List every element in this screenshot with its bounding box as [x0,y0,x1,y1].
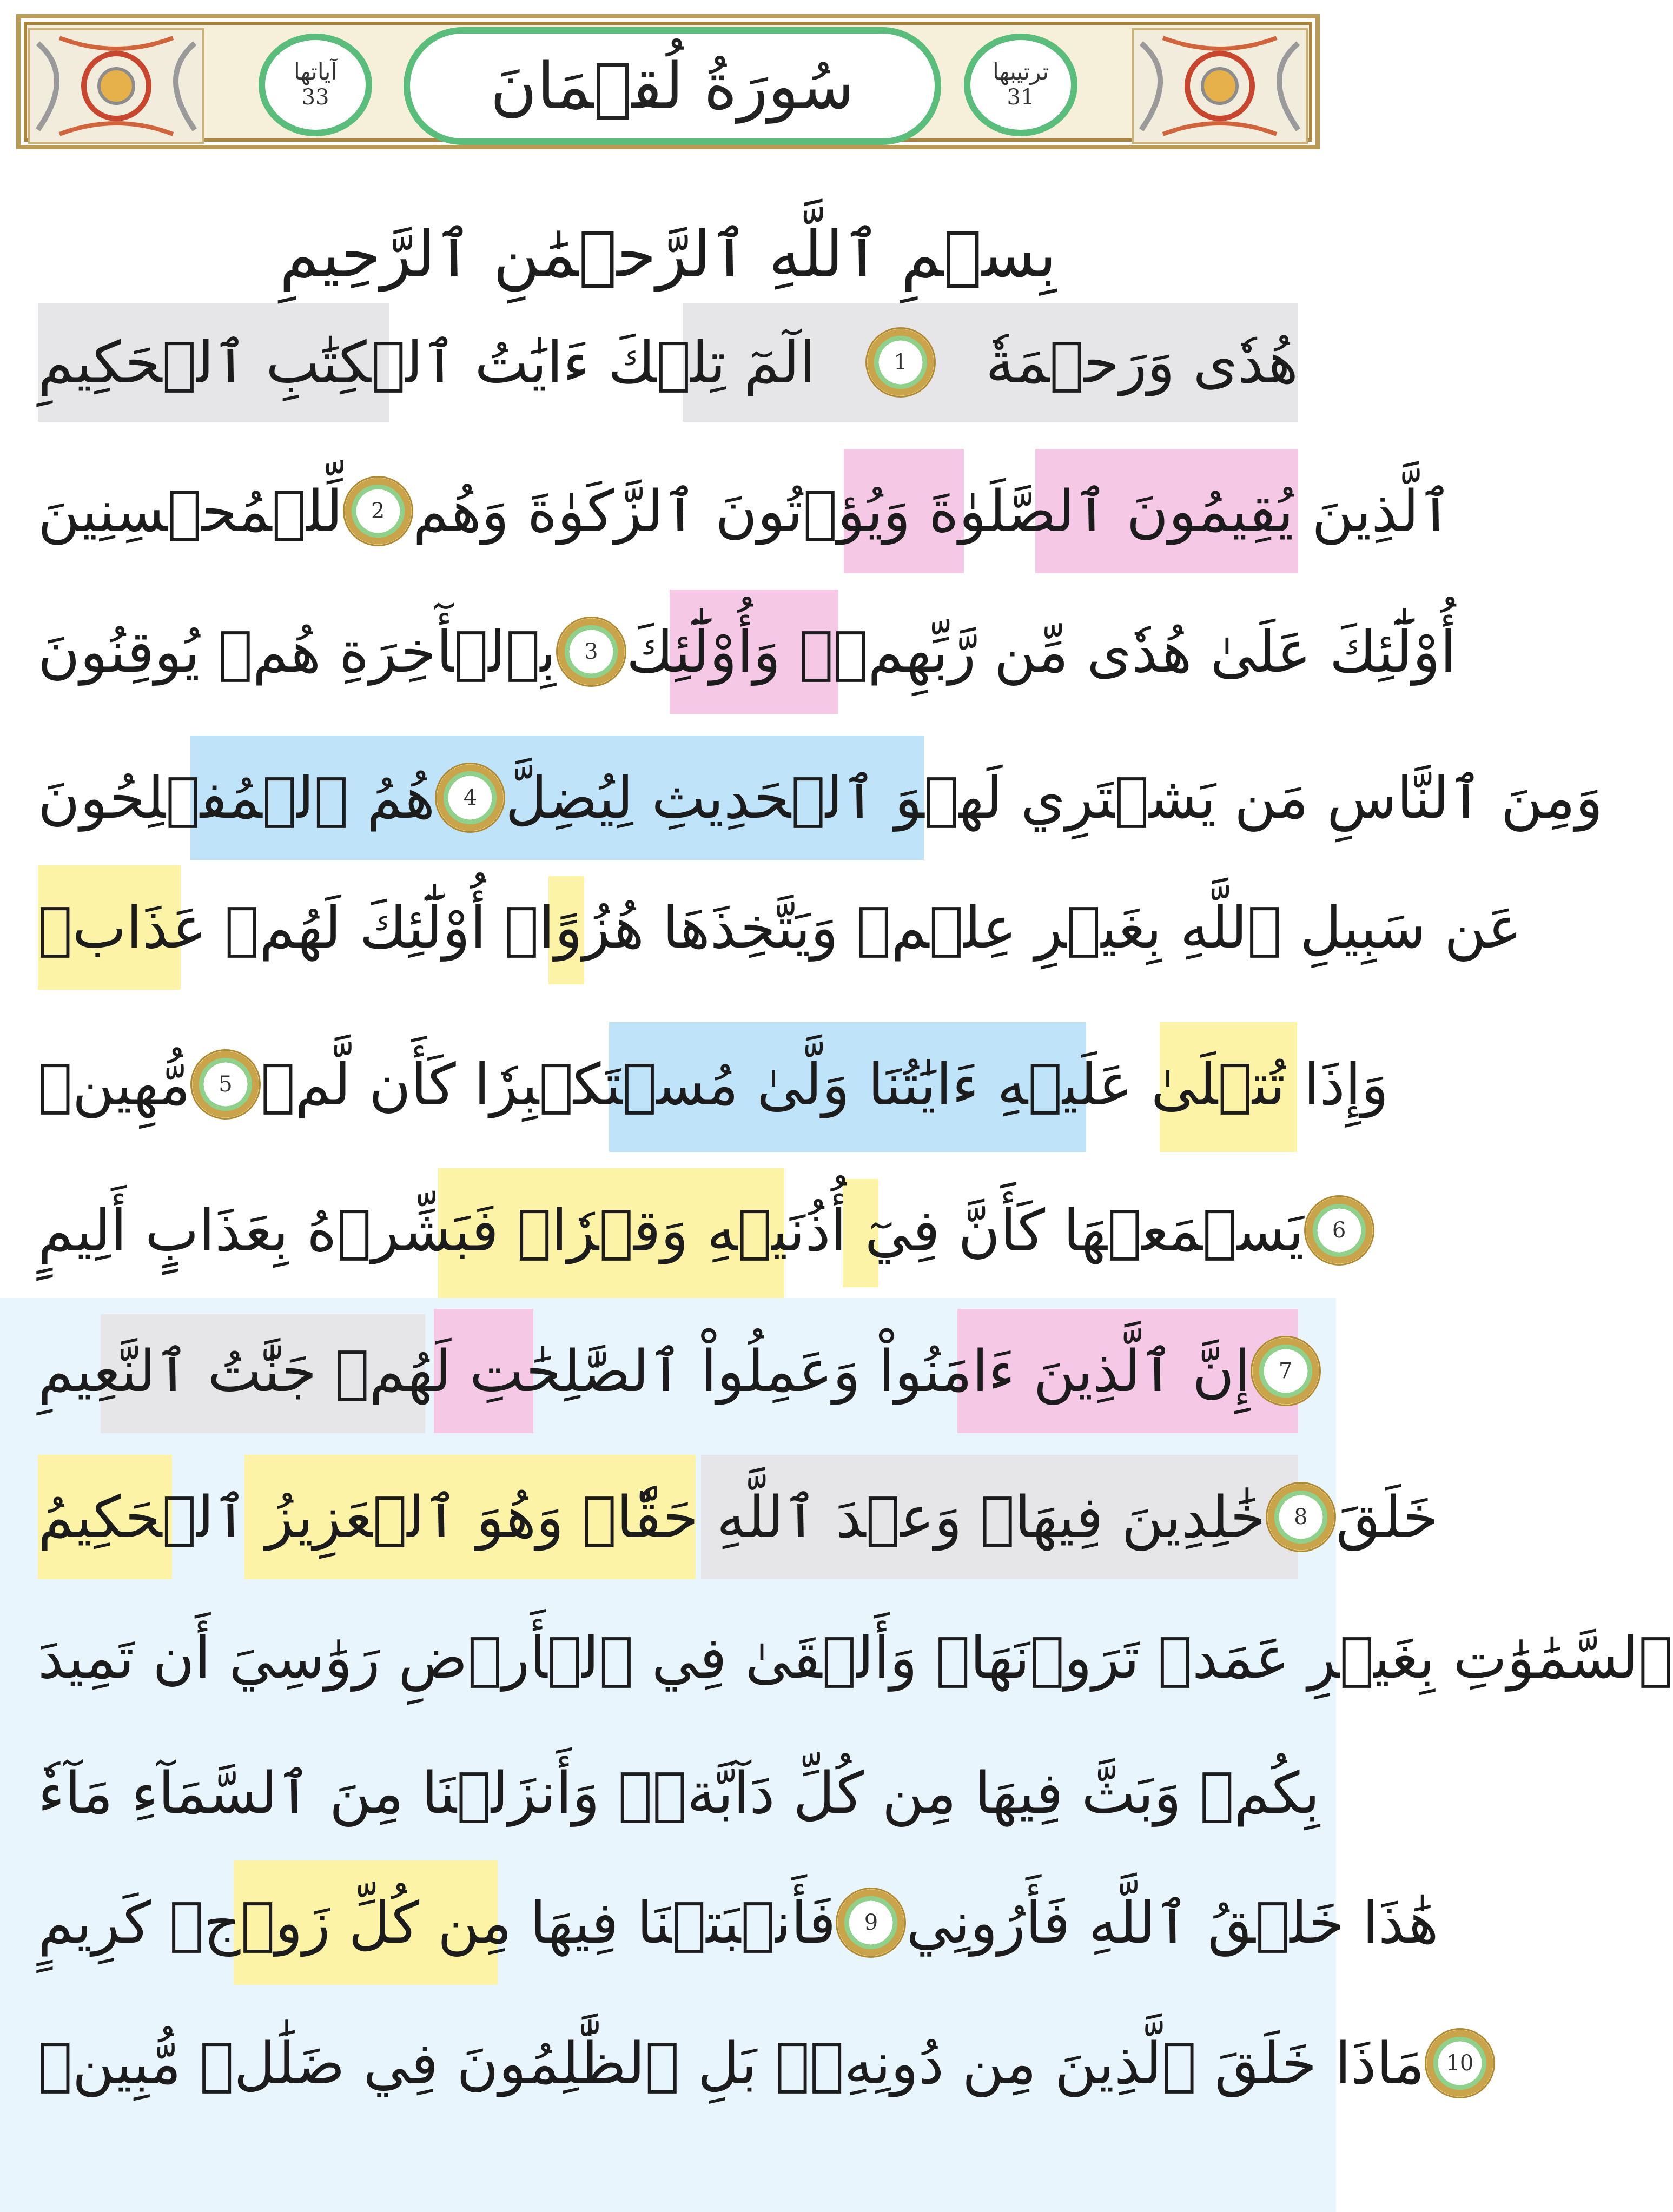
quran-line [38,1455,1438,1579]
ayah-marker: 5 [190,1049,261,1120]
floral-ornament-icon [1130,27,1309,145]
title-cartouche [404,27,941,145]
quran-line [38,1731,1320,1855]
verse-text: إِنَّ ٱلَّذِينَ ءَامَنُواْ وَعَمِلُواْ ٱلصَّٰلِحَٰتِ لَهُمۡ جَنَّٰتُ ٱلنَّعِيمِ [38,1337,1251,1405]
quran-line [38,449,1453,573]
ayah-marker: 3 [556,617,626,687]
verse-text: مُّهِينٞ [38,1051,190,1118]
verse-text: وَإِذَا تُتۡلَىٰ عَلَيۡهِ ءَايَٰتُنَا وَلَّىٰ مُسۡتَكۡبِرٗا كَأَن لَّمۡ [260,1051,1389,1118]
ayah-marker: 1 [865,327,936,398]
quran-line [38,1022,1389,1147]
ayah-marker: 6 [1304,1195,1374,1266]
verse-text: خَلَقَ [1335,1484,1438,1551]
surah-title: سُورَةُ لُقۡمَانَ [490,49,855,123]
verse-text: بِكُمۡ وَبَثَّ فِيهَا مِن كُلِّ دَآبَّةٖۚ وَأَنزَلۡنَا مِنَ ٱلسَّمَآءِ مَآءٗ [38,1759,1320,1826]
quran-line [38,1168,1346,1293]
verse-text: هَٰذَا خَلۡقُ ٱللَّهِ فَأَرُونِي [906,1889,1439,1956]
quran-line [38,865,1522,990]
verse-text: بِٱلۡأٓخِرَةِ هُمۡ يُوقِنُونَ [38,618,556,685]
verse-text: وَمِنَ ٱلنَّاسِ مَن يَشۡتَرِي لَهۡوَ ٱلۡحَدِيثِ لِيُضِلَّ [505,764,1603,831]
quran-line [38,1309,1298,1433]
order-number: 31 [1007,85,1035,110]
verse-text: عَن سَبِيلِ ٱللَّهِ بِغَيۡرِ عِلۡمٖ وَيَتَّخِذَهَا هُزُوًاۚ أُوْلَٰٓئِكَ لَهُمۡ عَذَابٞ [38,894,1522,961]
ayah-marker: 8 [1266,1482,1336,1552]
verse-text: هُمُ ٱلۡمُفۡلِحُونَ [38,764,435,831]
surah-header [16,14,1320,149]
verse-text: مَاذَا خَلَقَ ٱلَّذِينَ مِن دُونِهِۦۚ بَلِ ٱلظَّٰلِمُونَ فِي ضَلَٰلٖ مُّبِينٖ [38,2030,1425,2097]
verse-text: خَٰلِدِينَ فِيهَاۖ وَعۡدَ ٱللَّهِ حَقّٗاۚ وَهُوَ ٱلۡعَزِيزُ ٱلۡحَكِيمُ [38,1484,1266,1551]
quran-line [38,736,1603,860]
ayah-marker: 2 [343,476,413,546]
verse-text: ٱلَّذِينَ يُقِيمُونَ ٱلصَّلَوٰةَ وَيُؤۡتُونَ ٱلزَّكَوٰةَ وَهُم [413,478,1453,545]
verse-count-medallion [259,34,372,136]
basmala: بِسۡمِ ٱللَّهِ ٱلرَّحۡمَٰنِ ٱلرَّحِيمِ [279,217,1057,292]
verse-text: فَأَنۢبَتۡنَا فِيهَا مِن كُلِّ زَوۡجٖ كَرِيمٍ [38,1889,836,1956]
verse-text: ٱلسَّمَٰوَٰتِ بِغَيۡرِ عَمَدٖ تَرَوۡنَهَاۖ وَأَلۡقَىٰ فِي ٱلۡأَرۡضِ رَوَٰسِيَ أَن تَمِيدَ [38,1624,1673,1691]
ayah-marker: 4 [435,763,505,833]
verse-text: أُوْلَٰٓئِكَ عَلَىٰ هُدٗى مِّن رَّبِّهِمۡۖ وَأُوْلَٰٓئِكَ [626,618,1456,685]
verses-count: 33 [301,85,329,110]
quran-line [38,300,1298,425]
floral-ornament-icon [27,27,206,145]
quran-line [38,1595,1673,1720]
ayah-marker: 10 [1425,2028,1495,2098]
quran-line [38,1860,1439,1985]
verse-text: هُدٗى وَرَحۡمَةٗ [986,329,1298,396]
verse-text: يَسۡمَعۡهَا كَأَنَّ فِيٓ أُذُنَيۡهِ وَقۡرٗاۖ فَبَشِّرۡهُ بِعَذَابٍ أَلِيمٍ [38,1197,1304,1264]
verse-text: لِّلۡمُحۡسِنِينَ [38,478,343,545]
order-label: ترتيبها [992,58,1049,85]
verses-label: آياتها [293,58,337,85]
ayah-marker: 9 [836,1888,906,1958]
verse-text: الٓمٓ تِلۡكَ ءَايَٰتُ ٱلۡكِتَٰبِ ٱلۡحَكِيمِ [38,329,816,396]
ayah-marker: 7 [1251,1336,1321,1406]
surah-order-medallion [964,34,1077,136]
quran-line [38,2001,1474,2125]
quran-line [38,590,1456,714]
